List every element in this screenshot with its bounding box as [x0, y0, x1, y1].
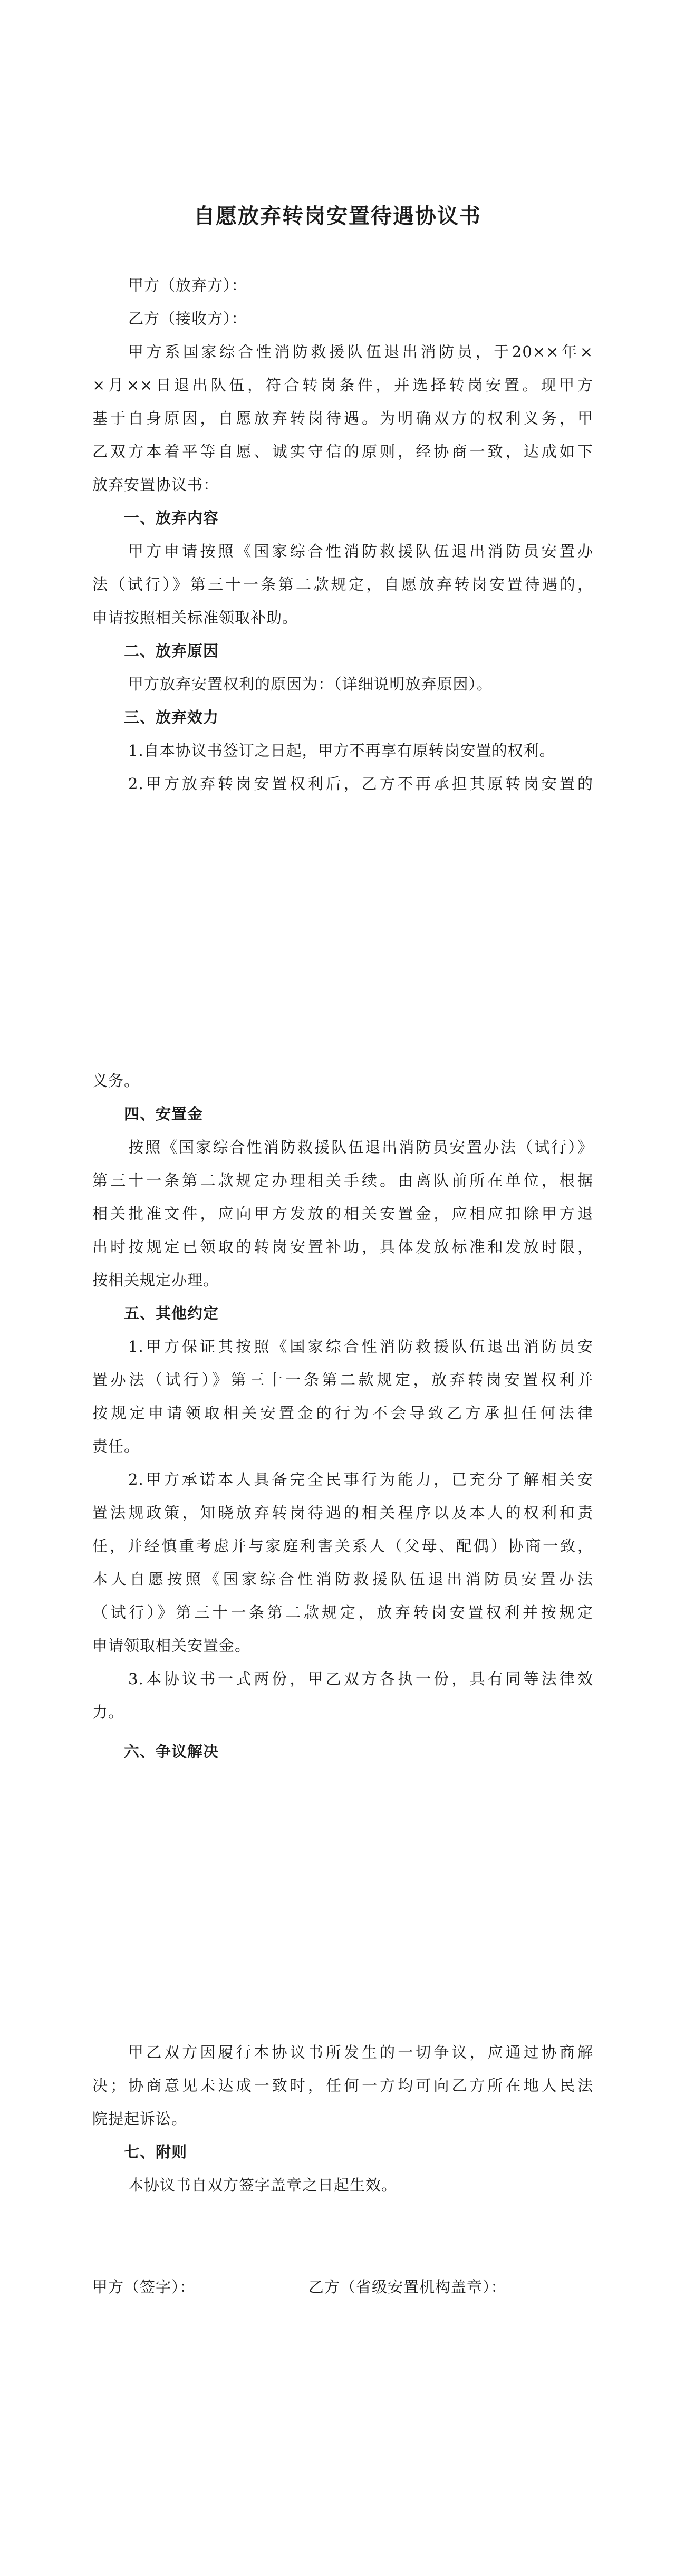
section5-line-7: 任，并经慎重考虑并与家庭利害关系人（父母、配偶）协商一致， [92, 1537, 593, 1555]
section4-line-4: 出时按规定已领取的转岗安置补助，具体发放标准和发放时限， [92, 1238, 593, 1256]
section1-line-1: 甲方申请按照《国家综合性消防救援队伍退出消防员安置办 [128, 542, 593, 560]
document-title: 自愿放弃转岗安置待遇协议书 [194, 204, 481, 228]
party-a-line: 甲方（放弃方）： [128, 276, 247, 294]
section5-line-3: 按规定申请领取相关安置金的行为不会导致乙方承担任何法律 [92, 1404, 593, 1422]
intro-line-5: 放弃安置协议书： [92, 476, 219, 494]
party-b-line: 乙方（接收方）： [128, 310, 247, 328]
section5-line-5: 2.甲方承诺本人具备完全民事行为能力，已充分了解相关安 [128, 1470, 593, 1488]
section5-line-6: 置法规政策，知晓放弃转岗待遇的相关程序以及本人的权利和责 [92, 1504, 593, 1522]
section-heading-6: 六、争议解决 [124, 1743, 219, 1761]
section1-line-3: 申请按照相关标准领取补助。 [92, 609, 298, 627]
section-heading-7: 七、附则 [124, 2143, 188, 2161]
section7-line-1: 本协议书自双方签字盖章之日起生效。 [128, 2176, 398, 2194]
section-heading-5: 五、其他约定 [124, 1304, 219, 1322]
section5-line-8: 本人自愿按照《国家综合性消防救援队伍退出消防员安置办法 [92, 1570, 593, 1588]
section4-line-5: 按相关规定办理。 [92, 1271, 219, 1289]
intro-line-3: 基于自身原因，自愿放弃转岗待遇。为明确双方的权利义务，甲 [92, 409, 593, 427]
party-b-seal-label: 乙方（省级安置机构盖章）： [308, 2278, 507, 2296]
section-heading-3: 三、放弃效力 [124, 708, 219, 726]
section4-line-2: 第三十一条第二款规定办理相关手续。由离队前所在单位，根据 [92, 1171, 593, 1189]
section6-line-3: 院提起诉讼。 [92, 2110, 188, 2128]
intro-line-2: ×月××日退出队伍，符合转岗条件，并选择转岗安置。现甲方 [92, 376, 593, 394]
section4-line-3: 相关批准文件，应向甲方发放的相关安置金，应相应扣除甲方退 [92, 1205, 593, 1223]
section-heading-1: 一、放弃内容 [124, 509, 219, 527]
section5-line-12: 力。 [92, 1703, 124, 1721]
section3-line-1: 1.自本协议书签订之日起，甲方不再享有原转岗安置的权利。 [128, 742, 555, 760]
section5-line-10: 申请领取相关安置金。 [92, 1637, 251, 1655]
section-heading-2: 二、放弃原因 [124, 642, 219, 660]
section1-line-2: 法（试行）》第三十一条第二款规定，自愿放弃转岗安置待遇的， [92, 575, 593, 593]
section5-line-1: 1.甲方保证其按照《国家综合性消防救援队伍退出消防员安 [128, 1338, 593, 1356]
section4-line-1: 按照《国家综合性消防救援队伍退出消防员安置办法（试行）》 [128, 1138, 593, 1156]
section5-line-9: （试行）》第三十一条第二款规定，放弃转岗安置权利并按规定 [92, 1603, 593, 1621]
section-heading-4: 四、安置金 [124, 1105, 204, 1123]
section6-line-1: 甲乙双方因履行本协议书所发生的一切争议，应通过协商解 [128, 2043, 593, 2061]
section3-line-3: 义务。 [92, 1072, 140, 1090]
section5-line-2: 置办法（试行）》第三十一条第二款规定，放弃转岗安置权利并 [92, 1371, 593, 1389]
section5-line-11: 3.本协议书一式两份，甲乙双方各执一份，具有同等法律效 [128, 1670, 593, 1688]
section6-line-2: 决；协商意见未达成一致时，任何一方均可向乙方所在地人民法 [92, 2077, 593, 2094]
section3-line-2: 2.甲方放弃转岗安置权利后，乙方不再承担其原转岗安置的 [128, 775, 593, 793]
intro-line-1: 甲方系国家综合性消防救援队伍退出消防员，于20××年× [128, 343, 593, 361]
section5-line-4: 责任。 [92, 1437, 140, 1455]
party-a-signature-label: 甲方（签字）： [92, 2278, 196, 2296]
intro-line-4: 乙双方本着平等自愿、诚实守信的原则，经协商一致，达成如下 [92, 443, 593, 460]
section2-line-1: 甲方放弃安置权利的原因为：（详细说明放弃原因）。 [128, 675, 493, 693]
